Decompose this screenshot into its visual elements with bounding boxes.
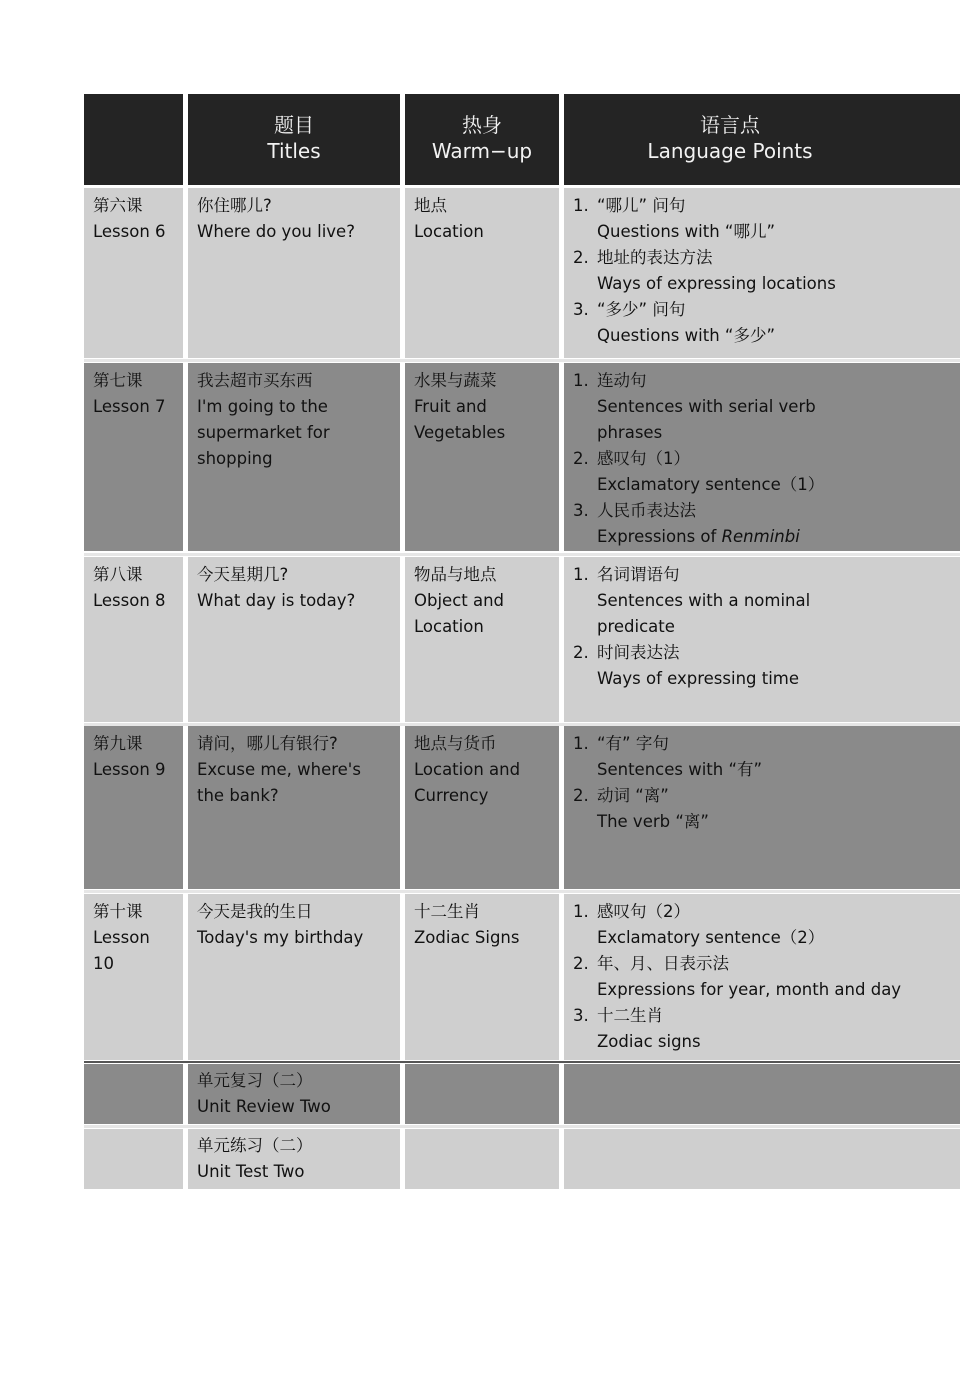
language-point-en: The verb “离”	[597, 812, 709, 831]
review-title-cell	[188, 1064, 400, 1124]
language-point: 1. “哪儿” 问句 Questions with “哪儿”	[573, 193, 952, 245]
language-point-en: Exclamatory sentence（1）	[597, 475, 825, 494]
warmup-cn: 十二生肖	[414, 902, 480, 921]
language-points-cell	[564, 188, 960, 358]
title-cn: 请问，哪儿有银行?	[197, 734, 338, 753]
language-point: 1. 感叹句（2） Exclamatory sentence（2）	[573, 899, 952, 951]
language-point-cn: 地址的表达方法	[597, 248, 713, 267]
language-points-cell	[564, 363, 960, 551]
lesson-cn: 第九课	[93, 734, 143, 753]
test-title-cell	[188, 1129, 400, 1189]
title-en: Excuse me, where's the bank?	[197, 760, 361, 805]
language-point-cn: “哪儿” 问句	[597, 196, 686, 215]
language-point: 3. 人民币表达法 Expressions of Renminbi	[573, 498, 952, 550]
warmup-en: Location	[414, 222, 484, 241]
language-points-cell	[564, 726, 960, 889]
lesson-cell	[84, 726, 183, 889]
header-lp-en: Language Points	[647, 139, 813, 163]
title-cell	[188, 188, 400, 358]
title-en: I'm going to the supermarket for shopping	[197, 397, 330, 468]
test-points-cell	[564, 1129, 960, 1189]
test-warmup-cell	[405, 1129, 559, 1189]
lesson-cn: 第八课	[93, 565, 143, 584]
language-points-cell	[564, 557, 960, 722]
language-point-en: Sentences with “有”	[597, 760, 763, 779]
language-point: 3. “多少” 问句 Questions with “多少”	[573, 297, 952, 349]
row-divider	[84, 1125, 960, 1128]
review-points-cell	[564, 1064, 960, 1124]
title-cell	[188, 894, 400, 1060]
header-lp-cn: 语言点	[700, 113, 760, 137]
lesson-cell	[84, 557, 183, 722]
lesson-en: Lesson 7	[93, 397, 166, 416]
review-warmup-cell	[405, 1064, 559, 1124]
language-point-cn: 感叹句（1）	[597, 449, 690, 468]
title-cell	[188, 557, 400, 722]
language-point: 2. 时间表达法 Ways of expressing time	[573, 640, 952, 692]
warmup-en: Fruit and Vegetables	[414, 397, 506, 442]
row-divider	[84, 890, 960, 893]
header-titles	[188, 94, 400, 185]
lesson-en: Lesson 8	[93, 591, 166, 610]
warmup-cell	[405, 726, 559, 889]
language-point-cn: 连动句	[597, 371, 647, 390]
language-point-en: Ways of expressing locations	[597, 274, 836, 293]
lesson-cn: 第十课	[93, 902, 143, 921]
lesson-en: Lesson 9	[93, 760, 166, 779]
language-point: 1. 名词谓语句 Sentences with a nominal predicate	[573, 562, 952, 640]
warmup-cn: 地点	[414, 196, 447, 215]
language-point: 1. “有” 字句 Sentences with “有”	[573, 731, 952, 783]
title-cell	[188, 726, 400, 889]
language-point-cn: 十二生肖	[597, 1006, 663, 1025]
title-cn: 我去超市买东西	[197, 371, 313, 390]
language-points-cell	[564, 894, 960, 1060]
language-point-en: Ways of expressing time	[597, 669, 800, 688]
language-point-en: Sentences with a nominal predicate	[597, 591, 811, 636]
warmup-cell	[405, 557, 559, 722]
header-titles-en: Titles	[267, 139, 321, 163]
title-cn: 今天星期几?	[197, 565, 289, 584]
lesson-cn: 第六课	[93, 196, 143, 215]
language-point: 2. 年、月、日表示法 Expressions for year, month and day	[573, 951, 952, 1003]
review-title-cn: 单元复习（二）	[197, 1071, 313, 1090]
header-warmup-cn: 热身	[462, 113, 502, 137]
title-en: What day is today?	[197, 591, 356, 610]
lesson-cn: 第七课	[93, 371, 143, 390]
warmup-cn: 水果与蔬菜	[414, 371, 497, 390]
header-warmup	[405, 94, 559, 185]
title-cn: 你住哪儿?	[197, 196, 272, 215]
title-en: Today's my birthday	[197, 928, 364, 947]
lesson-en: Lesson 10	[93, 928, 150, 973]
language-point: 2. 感叹句（1） Exclamatory sentence（1）	[573, 446, 952, 498]
lesson-cell	[84, 188, 183, 358]
language-point-en: Zodiac signs	[597, 1032, 701, 1051]
warmup-cell	[405, 188, 559, 358]
language-point-en: Expressions for year, month and day	[597, 980, 902, 999]
language-point-en: Expressions of Renminbi	[597, 527, 800, 546]
row-divider	[84, 553, 960, 556]
title-en: Where do you live?	[197, 222, 355, 241]
language-point-cn: 人民币表达法	[597, 501, 696, 520]
language-point: 1. 连动句 Sentences with serial verb phrases	[573, 368, 952, 446]
language-point-en: Questions with “哪儿”	[597, 222, 775, 241]
language-point-cn: 动词 “离”	[597, 786, 669, 805]
warmup-cell	[405, 363, 559, 551]
review-lesson-cell	[84, 1064, 183, 1124]
lesson-cell	[84, 363, 183, 551]
warmup-en: Location and Currency	[414, 760, 521, 805]
header-lesson-cell	[84, 94, 183, 185]
language-point-cn: 名词谓语句	[597, 565, 680, 584]
warmup-en: Object and Location	[414, 591, 505, 636]
language-point: 3. 十二生肖 Zodiac signs	[573, 1003, 952, 1055]
lesson-cell	[84, 894, 183, 1060]
language-point-en: Exclamatory sentence（2）	[597, 928, 825, 947]
row-divider	[84, 1061, 960, 1063]
lesson-en: Lesson 6	[93, 222, 166, 241]
warmup-cn: 地点与货币	[414, 734, 497, 753]
warmup-cell	[405, 894, 559, 1060]
test-title-cn: 单元练习（二）	[197, 1136, 313, 1155]
language-point-en: Questions with “多少”	[597, 326, 775, 345]
language-point-cn: 感叹句（2）	[597, 902, 690, 921]
warmup-cn: 物品与地点	[414, 565, 497, 584]
warmup-en: Zodiac Signs	[414, 928, 520, 947]
header-warmup-en: Warm−up	[431, 139, 533, 163]
test-title-en: Unit Test Two	[197, 1162, 305, 1181]
header-language-points	[564, 94, 960, 185]
language-point-cn: “多少” 问句	[597, 300, 686, 319]
title-cell	[188, 363, 400, 551]
header-titles-cn: 题目	[274, 113, 314, 137]
language-point: 2. 地址的表达方法 Ways of expressing locations	[573, 245, 952, 297]
language-point-en: Sentences with serial verb phrases	[597, 397, 816, 442]
language-point-cn: 年、月、日表示法	[597, 954, 729, 973]
test-lesson-cell	[84, 1129, 183, 1189]
language-point: 2. 动词 “离” The verb “离”	[573, 783, 952, 835]
review-title-en: Unit Review Two	[197, 1097, 331, 1116]
language-point-cn: “有” 字句	[597, 734, 669, 753]
title-cn: 今天是我的生日	[197, 902, 313, 921]
row-divider	[84, 359, 960, 362]
language-point-cn: 时间表达法	[597, 643, 680, 662]
